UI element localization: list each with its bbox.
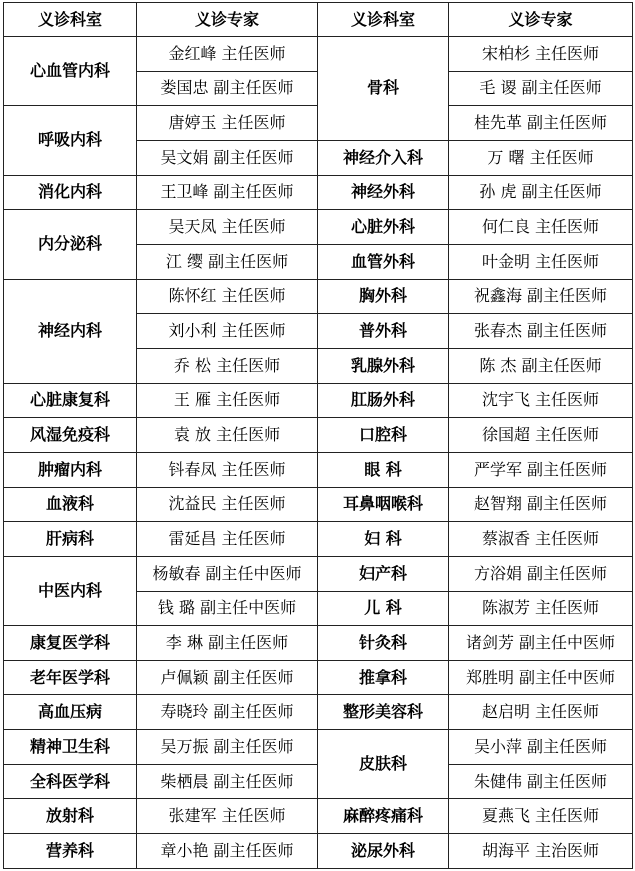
doctor-cell: 江 缨 副主任医师 (137, 244, 318, 279)
doctor-cell: 祝鑫海 副主任医师 (449, 279, 633, 314)
dept-cell: 麻醉疼痛科 (318, 799, 449, 834)
doctor-cell: 万 曙 主任医师 (449, 140, 633, 175)
table-row (4, 210, 633, 245)
dept-cell: 放射科 (4, 799, 137, 834)
doctor-cell: 陈怀红 主任医师 (137, 279, 318, 314)
table-header-row (4, 3, 633, 37)
dept-cell: 泌尿外科 (318, 834, 449, 869)
doctor-cell: 乔 松 主任医师 (137, 348, 318, 383)
doctor-cell: 王卫峰 副主任医师 (137, 175, 318, 210)
table-row (4, 452, 633, 487)
doctor-cell: 蔡淑香 主任医师 (449, 522, 633, 557)
doctor-cell: 袁 放 主任医师 (137, 418, 318, 453)
header-expert-right: 义诊专家 (449, 3, 633, 37)
table-row (4, 279, 633, 314)
dept-cell: 内分泌科 (4, 210, 137, 279)
table-row (4, 695, 633, 730)
dept-cell: 普外科 (318, 314, 449, 349)
table-row (4, 626, 633, 661)
table-row (4, 487, 633, 522)
dept-cell: 口腔科 (318, 418, 449, 453)
dept-cell: 妇 科 (318, 522, 449, 557)
header-dept-right: 义诊科室 (318, 3, 449, 37)
doctor-cell: 王 雁 主任医师 (137, 383, 318, 418)
doctor-cell: 宋柏杉 主任医师 (449, 37, 633, 72)
dept-cell: 眼 科 (318, 452, 449, 487)
dept-cell: 心脏外科 (318, 210, 449, 245)
doctor-cell: 钭春凤 主任医师 (137, 452, 318, 487)
doctor-cell: 吴文娟 副主任医师 (137, 140, 318, 175)
dept-cell: 骨科 (318, 37, 449, 141)
dept-cell: 血管外科 (318, 244, 449, 279)
table-row (4, 418, 633, 453)
doctor-cell: 唐婷玉 主任医师 (137, 106, 318, 141)
dept-cell: 全科医学科 (4, 764, 137, 799)
doctor-cell: 严学军 副主任医师 (449, 452, 633, 487)
dept-cell: 神经外科 (318, 175, 449, 210)
dept-cell: 风湿免疫科 (4, 418, 137, 453)
doctor-cell: 陈淑芳 主任医师 (449, 591, 633, 626)
table-row (4, 660, 633, 695)
doctor-cell: 陈 杰 副主任医师 (449, 348, 633, 383)
dept-cell: 呼吸内科 (4, 106, 137, 175)
doctor-cell: 金红峰 主任医师 (137, 37, 318, 72)
doctor-cell: 赵启明 主任医师 (449, 695, 633, 730)
header-expert-left: 义诊专家 (137, 3, 318, 37)
dept-cell: 心脏康复科 (4, 383, 137, 418)
doctor-cell: 桂先革 副主任医师 (449, 106, 633, 141)
table-row (4, 175, 633, 210)
dept-cell: 血液科 (4, 487, 137, 522)
doctor-cell: 杨敏春 副主任中医师 (137, 556, 318, 591)
doctor-cell: 沈益民 主任医师 (137, 487, 318, 522)
table-row (4, 834, 633, 869)
table-row (4, 522, 633, 557)
table-row (4, 383, 633, 418)
doctor-cell: 叶金明 主任医师 (449, 244, 633, 279)
doctor-cell: 沈宇飞 主任医师 (449, 383, 633, 418)
dept-cell: 中医内科 (4, 556, 137, 625)
doctor-cell: 吴万振 副主任医师 (137, 730, 318, 765)
doctor-cell: 卢佩颖 副主任医师 (137, 660, 318, 695)
clinic-schedule-table (3, 2, 633, 869)
dept-cell: 乳腺外科 (318, 348, 449, 383)
doctor-cell: 诸剑芳 副主任中医师 (449, 626, 633, 661)
dept-cell: 肛肠外科 (318, 383, 449, 418)
dept-cell: 神经内科 (4, 279, 137, 383)
header-dept-left: 义诊科室 (4, 3, 137, 37)
doctor-cell: 朱健伟 副主任医师 (449, 764, 633, 799)
doctor-cell: 寿晓玲 副主任医师 (137, 695, 318, 730)
doctor-cell: 娄国忠 副主任医师 (137, 71, 318, 106)
doctor-cell: 张春杰 副主任医师 (449, 314, 633, 349)
dept-cell: 整形美容科 (318, 695, 449, 730)
dept-cell: 肝病科 (4, 522, 137, 557)
dept-cell: 精神卫生科 (4, 730, 137, 765)
doctor-cell: 柴栖晨 副主任医师 (137, 764, 318, 799)
doctor-cell: 张建军 主任医师 (137, 799, 318, 834)
dept-cell: 肿瘤内科 (4, 452, 137, 487)
dept-cell: 儿 科 (318, 591, 449, 626)
doctor-cell: 赵智翔 副主任医师 (449, 487, 633, 522)
table-row (4, 730, 633, 765)
dept-cell: 推拿科 (318, 660, 449, 695)
doctor-cell: 孙 虎 副主任医师 (449, 175, 633, 210)
doctor-cell: 吴小萍 副主任医师 (449, 730, 633, 765)
dept-cell: 皮肤科 (318, 730, 449, 799)
table-row (4, 37, 633, 72)
doctor-cell: 夏燕飞 主任医师 (449, 799, 633, 834)
table-row (4, 556, 633, 591)
dept-cell: 消化内科 (4, 175, 137, 210)
doctor-cell: 章小艳 副主任医师 (137, 834, 318, 869)
doctor-cell: 钱 璐 副主任中医师 (137, 591, 318, 626)
doctor-cell: 胡海平 主治医师 (449, 834, 633, 869)
doctor-cell: 雷延昌 主任医师 (137, 522, 318, 557)
doctor-cell: 徐国超 主任医师 (449, 418, 633, 453)
doctor-cell: 方浴娟 副主任医师 (449, 556, 633, 591)
dept-cell: 妇产科 (318, 556, 449, 591)
dept-cell: 耳鼻咽喉科 (318, 487, 449, 522)
dept-cell: 胸外科 (318, 279, 449, 314)
dept-cell: 康复医学科 (4, 626, 137, 661)
dept-cell: 老年医学科 (4, 660, 137, 695)
dept-cell: 高血压病 (4, 695, 137, 730)
doctor-cell: 吴天凤 主任医师 (137, 210, 318, 245)
doctor-cell: 何仁良 主任医师 (449, 210, 633, 245)
dept-cell: 针灸科 (318, 626, 449, 661)
table-row (4, 799, 633, 834)
doctor-cell: 毛 谡 副主任医师 (449, 71, 633, 106)
doctor-cell: 郑胜明 副主任中医师 (449, 660, 633, 695)
dept-cell: 营养科 (4, 834, 137, 869)
doctor-cell: 刘小利 主任医师 (137, 314, 318, 349)
dept-cell: 心血管内科 (4, 37, 137, 106)
dept-cell: 神经介入科 (318, 140, 449, 175)
doctor-cell: 李 琳 副主任医师 (137, 626, 318, 661)
